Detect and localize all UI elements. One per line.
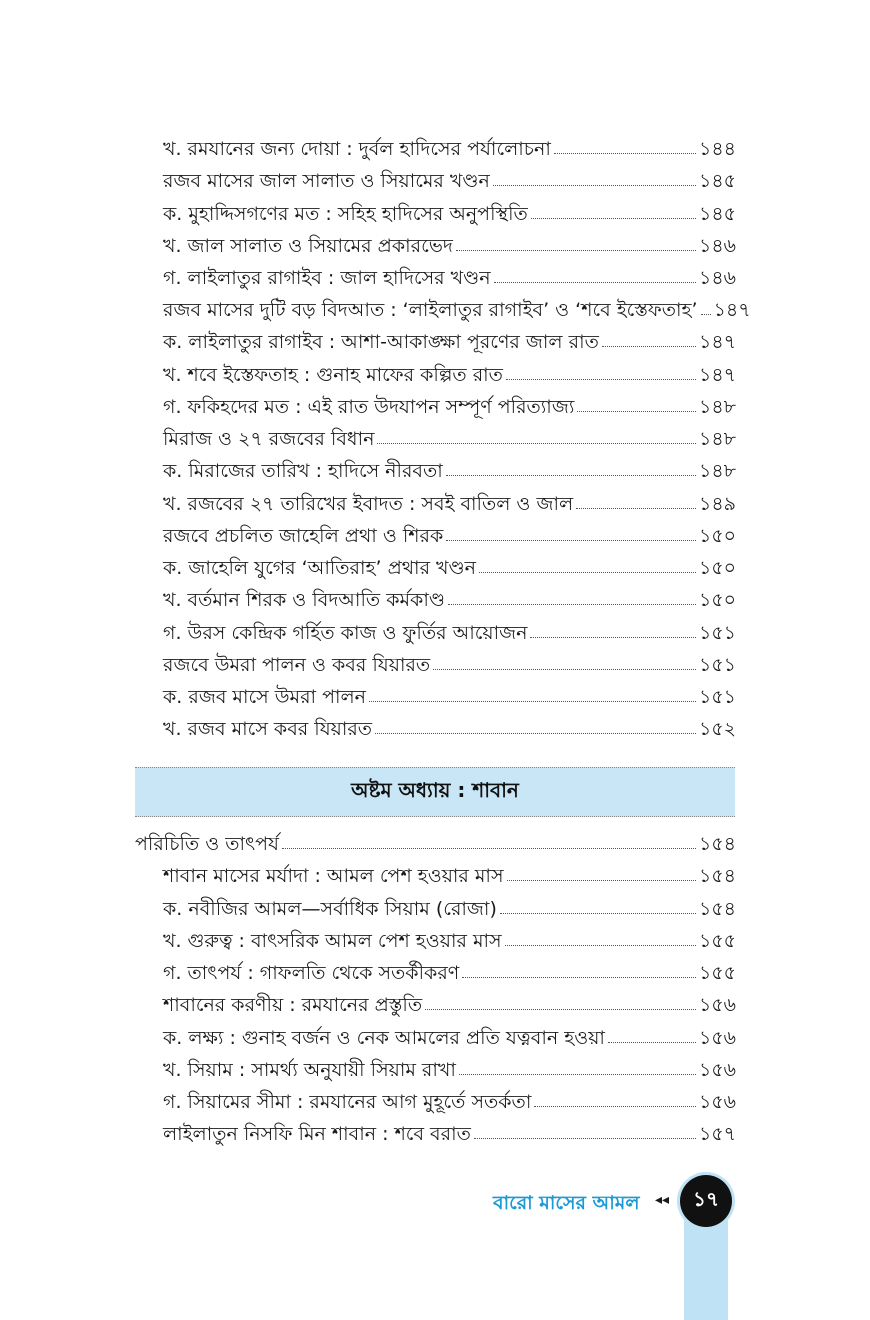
toc-entry-title: খ. শবে ইস্তেফতাহ : গুনাহ মাফের কল্পিত রাত <box>163 364 503 386</box>
toc-entry-title: লাইলাতুন নিসফি মিন শাবান : শবে বরাত <box>163 1123 471 1145</box>
toc-entry-page: ১৫৪ <box>699 833 736 855</box>
dot-leader <box>701 314 711 315</box>
dot-leader <box>375 733 696 734</box>
dot-leader <box>534 1106 696 1107</box>
toc-entry[interactable] <box>163 518 736 548</box>
toc-entry-title: ক. রজব মাসে উমরা পালন <box>163 686 366 708</box>
dot-leader <box>456 250 696 251</box>
dot-leader <box>608 1042 696 1043</box>
dot-leader <box>577 411 696 412</box>
dot-leader <box>425 1009 696 1010</box>
dot-leader <box>448 604 696 605</box>
toc-entry[interactable] <box>163 228 736 258</box>
dot-leader <box>474 1138 696 1139</box>
dot-leader <box>506 379 696 380</box>
toc-entry[interactable] <box>163 453 736 483</box>
toc-entry[interactable] <box>163 987 736 1017</box>
toc-entry[interactable] <box>163 1052 736 1082</box>
dot-leader <box>576 508 696 509</box>
toc-entry-title: খ. জাল সালাত ও সিয়ামের প্রকারভেদ <box>163 235 453 257</box>
toc-entry[interactable] <box>163 615 736 645</box>
toc-entry[interactable] <box>163 260 736 290</box>
toc-entry-title: রজব মাসের জাল সালাত ও সিয়ামের খণ্ডন <box>163 170 490 192</box>
toc-entry[interactable] <box>163 923 736 953</box>
toc-entry[interactable] <box>163 891 736 921</box>
dot-leader <box>369 701 696 702</box>
toc-entry-page: ১৫৬ <box>698 994 736 1016</box>
double-arrow-left-icon: ◂◂ <box>655 1192 670 1208</box>
toc-entry-page: ১৫৫ <box>699 962 736 984</box>
toc-entry-title: ক. জাহেলি যুগের ‘আতিরাহ’ প্রথার খণ্ডন <box>163 557 476 579</box>
toc-entry-title: খ. রমযানের জন্য দোয়া : দুর্বল হাদিসের পর্যালোচনা <box>163 138 551 160</box>
toc-entry[interactable] <box>163 486 736 516</box>
toc-entry-title: গ. সিয়ামের সীমা : রমযানের আগ মুহূর্তে সতর্কতা <box>163 1091 532 1113</box>
toc-entry-page: ১৫৪ <box>699 865 736 887</box>
toc-entry[interactable] <box>163 647 736 677</box>
toc-entry-page: ১৪৮ <box>699 428 736 450</box>
toc-entry-page: ১৪৫ <box>699 170 736 192</box>
toc-entry-page: ১৪৫ <box>699 203 736 225</box>
toc-entry-title: খ. গুরুত্ব : বাৎসরিক আমল পেশ হওয়ার মাস <box>163 930 502 952</box>
toc-entry-page: ১৪৮ <box>699 396 736 418</box>
toc-entry[interactable] <box>163 324 736 354</box>
toc-entry-title: ক. লক্ষ্য : গুনাহ বর্জন ও নেক আমলের প্রতি যত্নবান হওয়া <box>163 1027 605 1049</box>
toc-entry-title: গ. তাৎপর্য : গাফলতি থেকে সতর্কীকরণ <box>163 962 460 984</box>
dot-leader <box>493 185 696 186</box>
dot-leader <box>505 945 696 946</box>
chapter-header <box>135 767 735 817</box>
toc-entry[interactable] <box>163 357 736 387</box>
toc-entry-title: গ. লাইলাতুর রাগাইব : জাল হাদিসের খণ্ডন <box>163 267 491 289</box>
toc-entry-page: ১৪৭ <box>698 364 736 386</box>
toc-entry-title: শাবানের করণীয় : রমযানের প্রস্তুতি <box>163 994 423 1016</box>
dot-leader <box>446 475 696 476</box>
toc-entry-title: রজবে প্রচলিত জাহেলি প্রথা ও শিরক <box>163 525 444 547</box>
toc-entry-page: ১৪৮ <box>699 460 736 482</box>
toc-entry-page: ১৫৫ <box>699 930 736 952</box>
toc-entry-title: ক. মিরাজের তারিখ : হাদিসে নীরবতা <box>163 460 443 482</box>
dot-leader <box>462 977 696 978</box>
toc-entry-page: ১৫৪ <box>699 898 736 920</box>
toc-entry-page: ১৫৬ <box>698 1059 736 1081</box>
toc-entry-title: শাবান মাসের মর্যাদা : আমল পেশ হওয়ার মাস <box>163 865 504 887</box>
toc-entry[interactable] <box>163 550 736 580</box>
dot-leader <box>507 880 697 881</box>
dot-leader <box>459 1074 696 1075</box>
dot-leader <box>433 669 696 670</box>
toc-entry[interactable] <box>163 582 736 612</box>
dot-leader <box>377 443 696 444</box>
toc-entry-page: ১৫১ <box>699 654 736 676</box>
toc-entry-page: ১৫৭ <box>698 1123 736 1145</box>
dot-leader <box>494 282 696 283</box>
toc-entry-title: খ. সিয়াম : সামর্থ্য অনুযায়ী সিয়াম রাখা <box>163 1059 456 1081</box>
toc-entry[interactable] <box>163 679 736 709</box>
toc-entry-title: মিরাজ ও ২৭ রজবের বিধান <box>163 428 375 450</box>
toc-entry[interactable] <box>163 955 736 985</box>
toc-entry-title: গ. ফকিহদের মত : এই রাত উদযাপন সম্পূর্ণ পরিত্যাজ্য <box>163 396 575 418</box>
toc-entry-title: পরিচিতি ও তাৎপর্য <box>135 833 279 855</box>
toc-entry-page: ১৪৬ <box>698 235 736 257</box>
toc-entry-page: ১৫২ <box>698 718 736 740</box>
toc-entry-title: খ. রজবের ২৭ তারিখের ইবাদত : সবই বাতিল ও জাল <box>163 493 574 515</box>
dot-leader <box>530 637 696 638</box>
toc-entry[interactable] <box>163 389 736 419</box>
toc-entry-title: রজব মাসের দুটি বড় বিদআত : ‘লাইলাতুর রাগাইব’ ও ‘শবে ইস্তেফতাহ’ <box>163 299 698 321</box>
toc-entry-title: ক. মুহাদ্দিসগণের মত : সহিহ হাদিসের অনুপস্থিতি <box>163 203 528 225</box>
toc-entry-page: ১৫৬ <box>698 1091 736 1113</box>
toc-entry[interactable] <box>163 163 736 193</box>
dot-leader <box>500 913 696 914</box>
toc-entry[interactable] <box>163 131 736 161</box>
toc-entry-page: ১৫০ <box>698 589 736 611</box>
toc-entry-page: ১৫০ <box>698 557 736 579</box>
toc-entry[interactable] <box>163 421 736 451</box>
dot-leader <box>602 346 696 347</box>
toc-entry-page: ১৪৭ <box>698 331 736 353</box>
toc-entry-title: গ. উরস কেন্দ্রিক গর্হিত কাজ ও ফুর্তির আয়োজন <box>163 622 528 644</box>
toc-entry-page: ১৪৭ <box>713 299 751 321</box>
toc-entry-page: ১৫৬ <box>698 1027 736 1049</box>
page-number: ১৭ <box>693 1186 719 1211</box>
page-number-badge <box>680 1175 732 1227</box>
dot-leader <box>531 218 696 219</box>
toc-entry-title: ক. লাইলাতুর রাগাইব : আশা-আকাঙ্ক্ষা পূরণের জাল রাত <box>163 331 599 353</box>
toc-entry-page: ১৪৬ <box>698 267 736 289</box>
toc-entry-page: ১৫১ <box>699 622 736 644</box>
toc-entry[interactable] <box>163 292 751 322</box>
toc-entry[interactable] <box>135 826 736 856</box>
book-title: বারো মাসের আমল <box>493 1192 640 1214</box>
page-edge-strip <box>684 1215 728 1320</box>
toc-entry-page: ১৪৯ <box>699 493 736 515</box>
toc-entry[interactable] <box>163 1084 736 1114</box>
toc-entry[interactable] <box>163 1116 736 1146</box>
toc-entry[interactable] <box>163 858 736 888</box>
toc-entry-title: রজবে উমরা পালন ও কবর যিয়ারত <box>163 654 431 676</box>
dot-leader <box>479 572 696 573</box>
toc-entry[interactable] <box>163 711 736 741</box>
toc-entry-title: ক. নবীজির আমল—সর্বাধিক সিয়াম (রোজা) <box>163 898 497 920</box>
toc-entry-page: ১৪৪ <box>699 138 736 160</box>
toc-entry-title: খ. রজব মাসে কবর যিয়ারত <box>163 718 373 740</box>
toc-entry[interactable] <box>163 1020 736 1050</box>
chapter-title: অষ্টম অধ্যায় : শাবান <box>351 777 519 802</box>
toc-entry-page: ১৫০ <box>698 525 736 547</box>
toc-entry-title: খ. বর্তমান শিরক ও বিদআতি কর্মকাণ্ড <box>163 589 445 611</box>
toc-entry-page: ১৫১ <box>699 686 736 708</box>
toc-entry[interactable] <box>163 196 736 226</box>
dot-leader <box>446 540 696 541</box>
dot-leader <box>554 153 696 154</box>
dot-leader <box>282 848 696 849</box>
